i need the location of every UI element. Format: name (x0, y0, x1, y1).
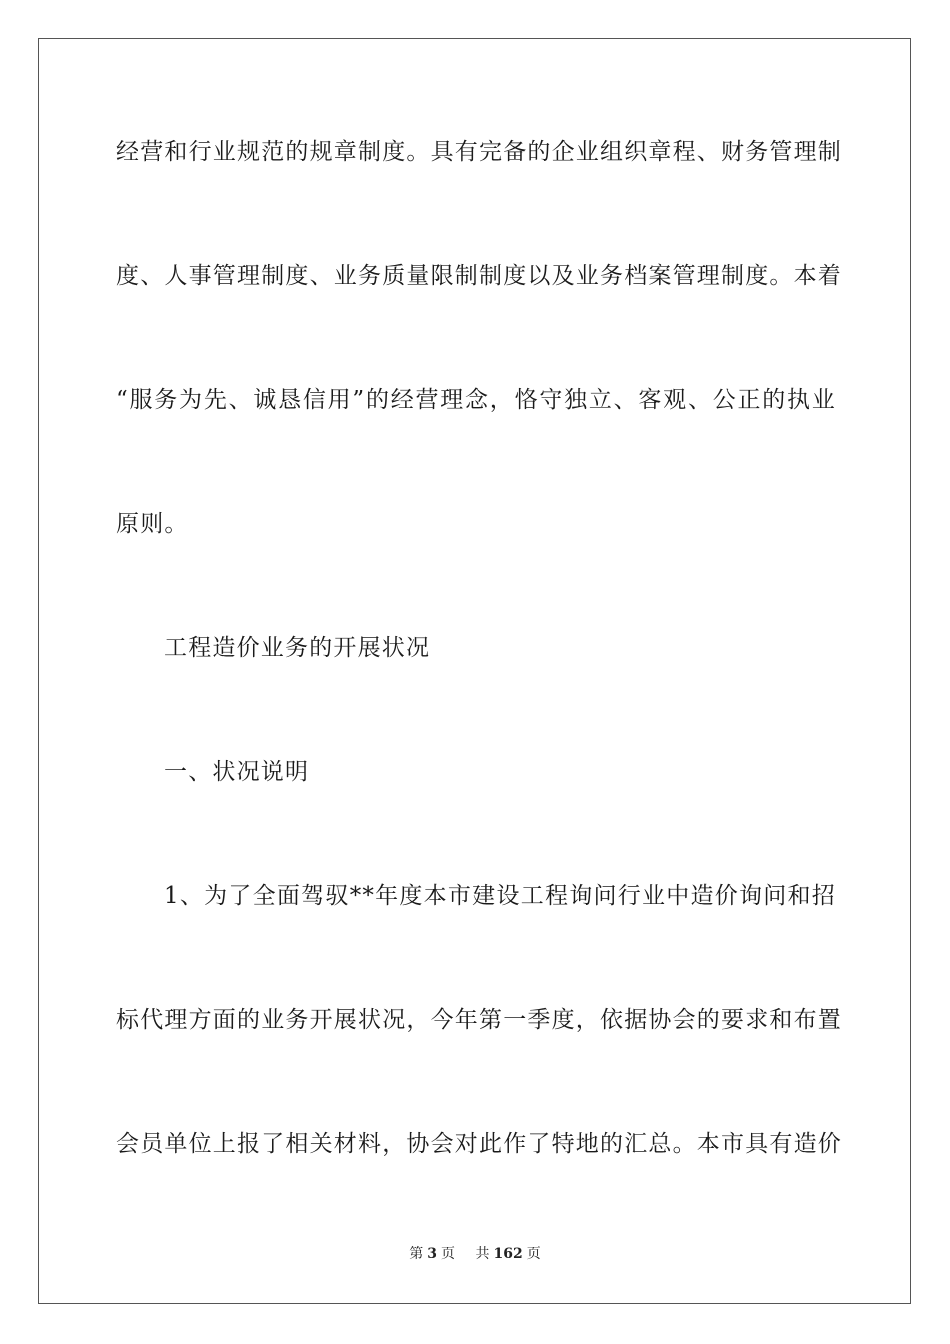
paragraph-line-4: 原则。 (116, 511, 189, 537)
total-suffix: 页 (526, 1246, 541, 1262)
page-suffix: 页 (441, 1246, 456, 1262)
paragraph-line-3: “服务为先、诚恳信用”的经营理念，恪守独立、客观、公正的执业 (116, 387, 836, 413)
paragraph-line-1: 经营和行业规范的规章制度。具有完备的企业组织章程、财务管理制 (116, 139, 842, 165)
paragraph-line-6: 标代理方面的业务开展状况，今年第一季度，依据协会的要求和布置 (116, 1007, 842, 1033)
page-frame (38, 38, 911, 1304)
paragraph-line-7: 会员单位上报了相关材料，协会对此作了特地的汇总。本市具有造价 (116, 1131, 842, 1157)
paragraph-line-5: 1、为了全面驾驭**年度本市建设工程询问行业中造价询问和招 (164, 883, 836, 909)
page-number: 3 (427, 1246, 438, 1262)
total-prefix: 共 (475, 1246, 490, 1262)
subsection-heading: 一、状况说明 (164, 759, 310, 785)
total-pages: 162 (493, 1246, 523, 1262)
paragraph-line-2: 度、人事管理制度、业务质量限制制度以及业务档案管理制度。本着 (116, 263, 842, 289)
page-prefix: 第 (409, 1246, 424, 1262)
section-heading: 工程造价业务的开展状况 (164, 635, 431, 661)
current-page-indicator (405, 1246, 459, 1262)
page-footer (0, 1245, 950, 1263)
total-pages-indicator (471, 1246, 544, 1262)
